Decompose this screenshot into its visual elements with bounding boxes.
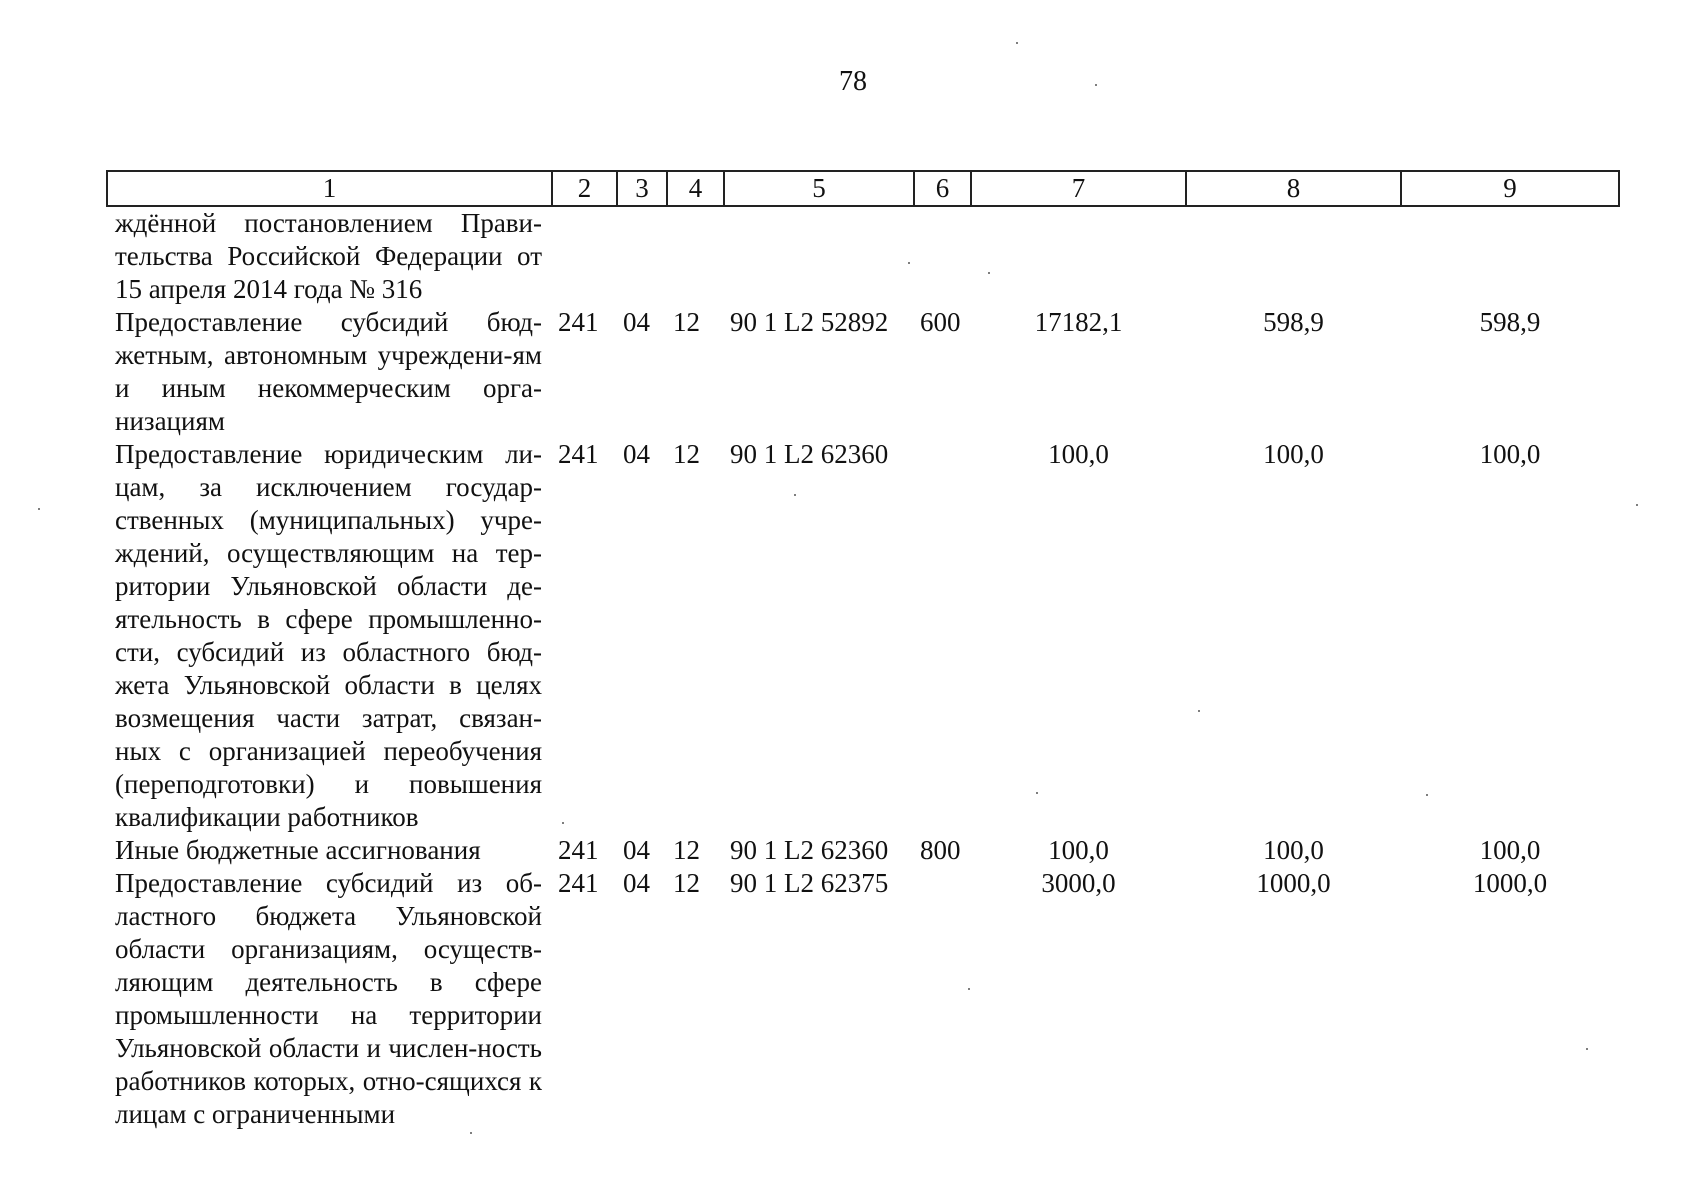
scan-speck (1016, 42, 1018, 44)
cell-amount-col8 (1186, 206, 1401, 306)
cell-expense-type: 800 (920, 835, 961, 865)
cell-section-code: 04 (623, 307, 650, 337)
cell-amount-col9: 1000,0 (1472, 868, 1548, 898)
scan-speck (1586, 1048, 1588, 1050)
row-description: ждённой постановлением Прави-тельства Российской Федерации от 15 апреля 2014 года № 316 (115, 208, 542, 304)
cell-section-code: 04 (623, 439, 650, 469)
row-description: Предоставление юридическим ли-цам, за исключением государ-ственных (муниципальных) учре-ждений, осуществляющим на тер-ритории Ульяновской области де-ятельность в сфере промышленно-сти, субсидий из областного бюд-жета Ульяновской области в целях возмещения части затрат, связан-ных с организацией переобучения (переподготовки) и повышения квалификации работников (115, 439, 542, 832)
column-header-2: 2 (552, 171, 617, 206)
row-description: Иные бюджетные ассигнования (115, 835, 481, 865)
cell-amount-col9: 100,0 (1479, 439, 1541, 469)
column-header-4: 4 (667, 171, 724, 206)
cell-ministry-code: 241 (558, 439, 599, 469)
cell-section-code: 04 (623, 868, 650, 898)
table-row (107, 867, 1619, 1131)
scan-speck (988, 272, 990, 274)
table-body (107, 206, 1619, 1131)
column-header-3: 3 (617, 171, 667, 206)
cell-target-article (724, 206, 914, 306)
cell-subsection-code: 12 (673, 439, 700, 469)
budget-table (106, 170, 1620, 1131)
cell-amount-col7: 3000,0 (1041, 868, 1116, 898)
scan-speck (1636, 504, 1638, 506)
table-row (107, 834, 1619, 867)
cell-amount-col7 (971, 206, 1186, 306)
scan-speck (1198, 710, 1200, 712)
cell-amount-col8: 100,0 (1263, 835, 1324, 865)
column-header-7: 7 (971, 171, 1186, 206)
scan-speck (562, 822, 564, 824)
column-header-1: 1 (107, 171, 552, 206)
cell-ministry-code: 241 (558, 307, 599, 337)
cell-subsection-code (667, 206, 724, 306)
table-row (107, 206, 1619, 306)
scan-speck (908, 262, 910, 264)
column-header-6: 6 (914, 171, 971, 206)
cell-target-article: 90 1 L2 62360 (730, 835, 889, 865)
cell-amount-col8: 100,0 (1263, 439, 1324, 469)
row-description: Предоставление субсидий из об-ластного бюджета Ульяновской области организациям, осуществ-ляющим деятельность в сфере промышленности на территории Ульяновской области и числен-ность работников которых, отно-сящихся к лицам с ограниченными (115, 868, 542, 1129)
cell-subsection-code: 12 (673, 868, 700, 898)
cell-amount-col8: 1000,0 (1256, 868, 1331, 898)
cell-ministry-code: 241 (558, 868, 599, 898)
column-header-5: 5 (724, 171, 914, 206)
cell-expense-type (914, 438, 971, 834)
cell-target-article: 90 1 L2 62375 (730, 868, 889, 898)
cell-amount-col9: 598,9 (1479, 307, 1541, 337)
scan-speck (1426, 794, 1428, 796)
cell-target-article: 90 1 L2 62360 (730, 439, 889, 469)
scan-speck (1036, 792, 1038, 794)
cell-expense-type (914, 867, 971, 1131)
table-header (107, 171, 1619, 206)
cell-subsection-code: 12 (673, 307, 700, 337)
cell-amount-col8: 598,9 (1263, 307, 1324, 337)
cell-amount-col9 (1401, 206, 1619, 306)
scan-speck (38, 508, 40, 510)
cell-expense-type: 600 (920, 307, 961, 337)
row-description: Предоставление субсидий бюд-жетным, автономным учреждени-ям и иным некоммерческим орга-низациям (115, 307, 542, 436)
page-number: 78 (839, 66, 867, 97)
cell-section-code: 04 (623, 835, 650, 865)
scan-speck (1095, 84, 1097, 86)
scan-speck (470, 1132, 472, 1134)
column-header-8: 8 (1186, 171, 1401, 206)
table-row (107, 438, 1619, 834)
cell-ministry-code: 241 (558, 835, 599, 865)
cell-amount-col7: 17182,1 (1034, 307, 1123, 337)
table-row (107, 306, 1619, 438)
cell-target-article: 90 1 L2 52892 (730, 307, 889, 337)
cell-amount-col7: 100,0 (1048, 835, 1109, 865)
cell-subsection-code: 12 (673, 835, 700, 865)
cell-expense-type (914, 206, 971, 306)
header-row (107, 171, 1619, 206)
scan-speck (794, 494, 796, 496)
cell-ministry-code (552, 206, 617, 306)
cell-amount-col7: 100,0 (1048, 439, 1109, 469)
cell-section-code (617, 206, 667, 306)
cell-amount-col9: 100,0 (1479, 835, 1541, 865)
scan-speck (968, 988, 970, 990)
column-header-9: 9 (1401, 171, 1619, 206)
